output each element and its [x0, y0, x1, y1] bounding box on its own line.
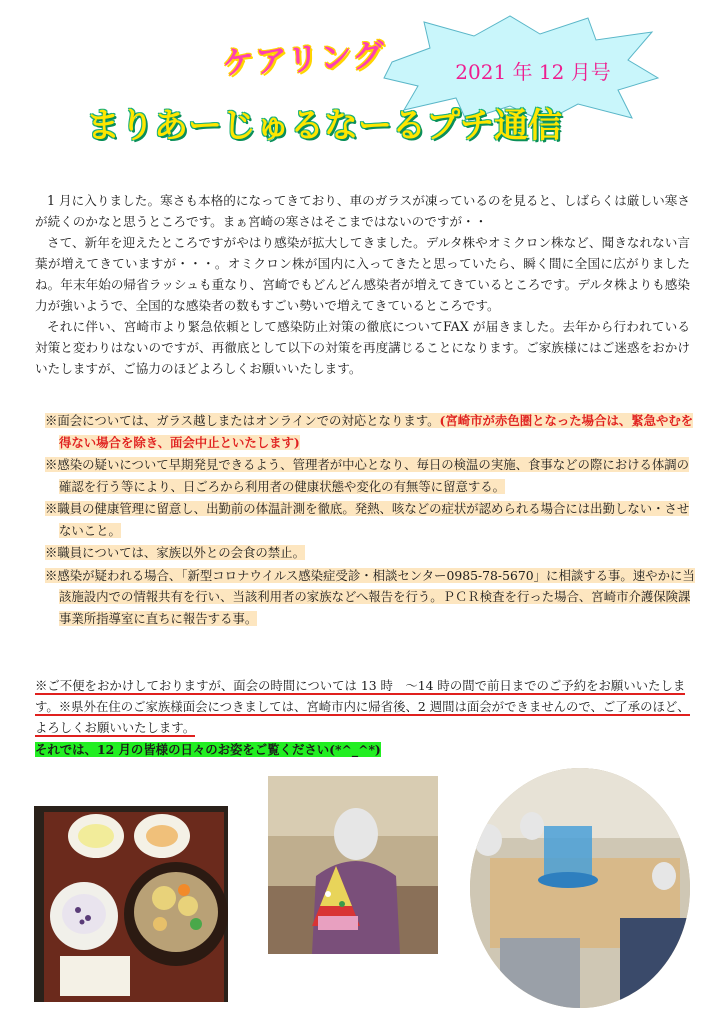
- visit-hours-text: ※ご不便をおかけしておりますが、面会の時間については 13 時 ～14 時の間で前日までのご予約をお願いいたします。※県外在住のご家族様面会につきましては、宮崎市内に帰省後、2 週間は面会ができませんので、ご了承のほど、よろしくお願いいたします。: [35, 678, 690, 735]
- notice-visits: [45, 410, 695, 453]
- notice-dining-ban: [45, 542, 695, 564]
- photos-intro: [35, 739, 695, 760]
- photos-intro-text: それでは、12 月の皆様の日々のお姿をご覧ください(*^_^*): [35, 742, 381, 757]
- newsletter-title: [86, 98, 562, 147]
- group-activity-illustration: [470, 768, 690, 1008]
- intro-paragraph-1: 1 月に入りました。寒さも本格的になってきており、車のガラスが凍っているのを見ると、しばらくは厳しい寒さが続くのかなと思うところです。まぁ宮崎の寒さはそこまではないのですが・・: [35, 193, 690, 229]
- title-part-b: プチ通信: [426, 106, 562, 146]
- issue-date: 2021 年 12 月号: [455, 60, 611, 84]
- infection-measures-list: [45, 410, 695, 630]
- photo-meal: [34, 806, 228, 1002]
- notice-suspected-case: [45, 565, 695, 630]
- closing-section: [35, 675, 695, 760]
- visit-hours-note: [35, 675, 695, 738]
- notice-staff-health-text: ※職員の健康管理に留意し、出勤前の体温計測を徹底。発熱、咳などの症状が認められる場合には出勤しない・させないこと。: [45, 501, 690, 538]
- notice-visits-red-text: (宮崎市が赤色圏となった場合は、緊急やむを得ない場合を除き、面会中止といたします): [59, 413, 694, 450]
- notice-early-detection: [45, 454, 695, 497]
- notice-early-detection-text: ※感染の疑いについて早期発見できるよう、管理者が中心となり、毎日の検温の実施、食事などの際における体調の確認を行う等により、日ごろから利用者の健康状態や変化の有無等に留意する。: [45, 457, 690, 494]
- photo-christmas-tree-craft: [268, 776, 438, 954]
- notice-suspected-case-text: ※感染が疑われる場合、「新型コロナウイルス感染症受診・相談センター0985-78-5670」に相談する事。速やかに当該施設内での情報共有を行い、当該利用者の家族などへ報告を行う。ＰＣＲ検査を行った場合、宮崎市介護保険課事業所指導室に直ちに報告する事。: [45, 567, 695, 626]
- tree-craft-illustration: [268, 776, 438, 954]
- intro-paragraph-2: さて、新年を迎えたところですがやはり感染が拡大してきました。デルタ株やオミクロン株など、聞きなれない言葉が増えてきていますが・・・。オミクロン株が国内に入ってきたと思っていたら、瞬く間に全国に広がりましたね。年末年始の帰省ラッシュも重なり、宮崎でもどんどん感染者が増えてきているところです。デルタ株よりも感染力が強いようで、全国的な感染者の数もすごい勢いで増えてきているところです。: [35, 235, 691, 313]
- notice-visits-text: ※面会については、ガラス越しまたはオンラインでの対応となります。: [45, 413, 440, 428]
- notice-staff-health: [45, 498, 695, 541]
- notice-dining-ban-text: ※職員については、家族以外との会食の禁止。: [45, 545, 305, 560]
- intro-paragraph-3: それに伴い、宮崎市より緊急依頼として感染防止対策の徹底についてFAX が届きました。去年から行われている対策と変わりはないのですが、再徹底として以下の対策を再度講じることになります。ご家族様にはご迷惑をおかけいたしますが、ご協力のほどよろしくお願いいたします。: [35, 319, 690, 376]
- title-part-a: まりあーじゅるなーる: [86, 106, 426, 146]
- meal-illustration: [34, 806, 228, 1002]
- intro-body: [35, 190, 690, 379]
- photo-group-activity: [470, 768, 690, 1008]
- newsletter-subtitle: ケアリング: [221, 35, 387, 83]
